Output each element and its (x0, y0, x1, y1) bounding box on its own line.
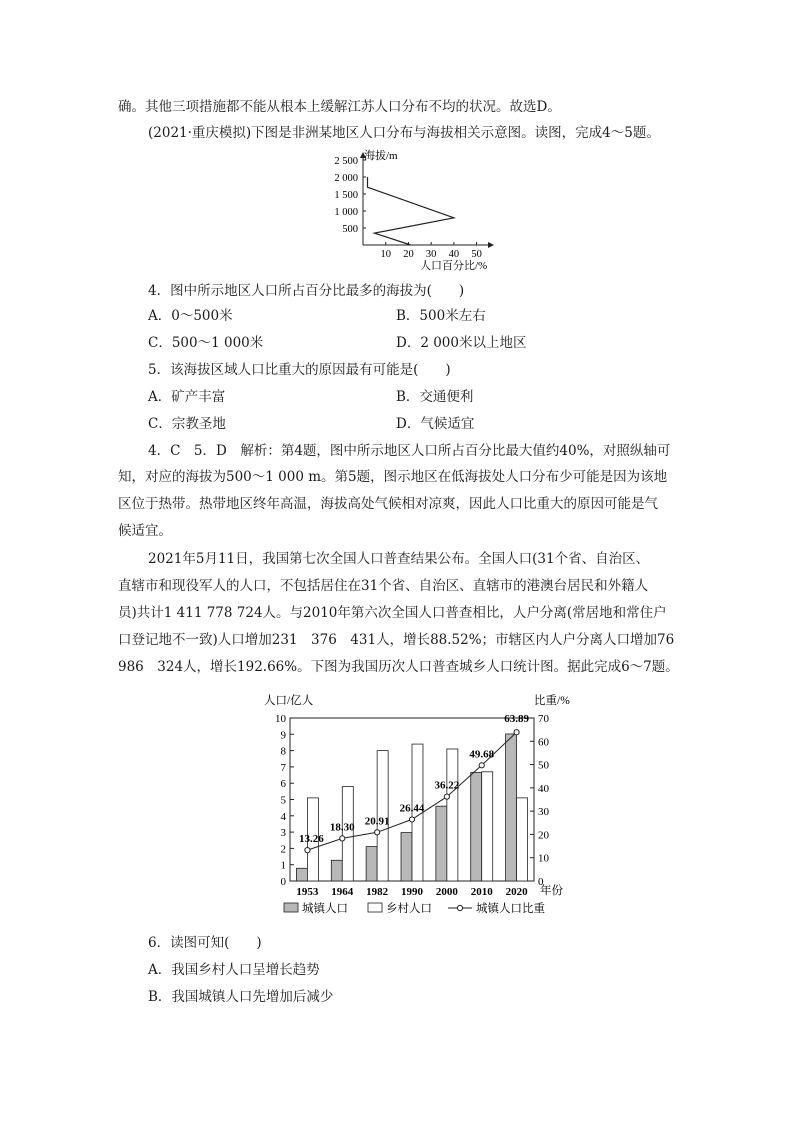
elevation-x-tick-label: 50 (471, 249, 482, 260)
rural-bar (482, 772, 493, 881)
elevation-x-label: 人口百分比/% (420, 260, 488, 272)
rural-bar (517, 798, 528, 881)
passage1-line2: (2021·重庆模拟)下图是非洲某地区人口分布与海拔相关示意图。读图，完成4～5题。 (148, 125, 660, 141)
urban-ratio-point (514, 730, 519, 735)
legend-rural-label: 乡村人口 (386, 903, 432, 915)
q4-option-c: C．500～1 000米 (148, 335, 264, 351)
population-y-tick-label: 4 (280, 810, 286, 823)
population-y-tick-label: 5 (280, 794, 286, 807)
population-y-tick-label: 7 (280, 761, 286, 774)
urban-ratio-label: 13.26 (299, 833, 324, 846)
legend-urban-swatch (284, 903, 298, 912)
urban-bar (506, 734, 517, 881)
answer45-line3: 区位于热带。热带地区终年高温，海拔高处气候相对凉爽，因此人口比重大的原因可能是气 (118, 496, 658, 512)
population-y-tick-label: 1 (280, 859, 286, 872)
population-y2-label: 比重/% (534, 695, 570, 707)
passage2-line3: 员)共计1 411 778 724人。与2010年第六次全国人口普查相比，人户分离(常居地和常住户 (118, 605, 667, 621)
q5-option-c: C．宗教圣地 (148, 416, 226, 432)
elevation-series-line (368, 177, 454, 245)
urban-ratio-point (305, 848, 310, 853)
population-y-tick-label: 6 (280, 778, 286, 791)
population-x-tick-label: 1990 (401, 886, 423, 898)
elevation-y-tick-label: 1 500 (334, 190, 358, 201)
population-y2-tick-label: 30 (538, 806, 549, 819)
population-y-tick-label: 10 (275, 713, 286, 725)
q4-option-d: D．2 000米以上地区 (396, 335, 527, 351)
population-x-tick-label: 1953 (296, 886, 319, 898)
population-y-tick-label: 9 (280, 729, 286, 742)
population-y-tick-label: 3 (280, 827, 286, 840)
population-x-tick-label: 2020 (505, 886, 528, 898)
elevation-y-label: 海拔/m (364, 150, 398, 162)
elevation-x-tick-label: 10 (380, 249, 391, 260)
rural-bar (447, 749, 458, 881)
q5-stem: 5．该海拔区域人口比重大的原因最有可能是( ) (148, 362, 451, 378)
urban-ratio-label: 20.91 (364, 815, 390, 828)
q4-option-b: B．500米左右 (396, 308, 486, 324)
population-y2-tick-label: 20 (538, 829, 549, 842)
population-y2-tick-label: 70 (538, 713, 549, 725)
q6-option-a: A．我国乡村人口呈增长趋势 (148, 962, 320, 978)
elevation-chart (318, 148, 508, 274)
answer45-line2: 知，对应的海拔为500～1 000 m。第5题，图示地区在低海拔处人口分布少可能是因为该地 (118, 469, 668, 485)
urban-bar (436, 806, 447, 881)
population-y-label: 人口/亿人 (264, 695, 314, 707)
urban-bar (401, 833, 412, 881)
answer45-line1: 4．C 5．D 解析：第4题，图中所示地区人口所占百分比最大值约40%，对照纵轴可 (148, 443, 671, 459)
urban-bar (296, 868, 307, 881)
population-y-tick-label: 8 (280, 745, 286, 758)
population-y2-tick-label: 50 (538, 759, 549, 772)
urban-ratio-label: 49.68 (469, 748, 495, 761)
population-y2-tick-label: 40 (538, 782, 549, 795)
urban-ratio-label: 36.22 (434, 779, 460, 792)
elevation-y-tick-label: 1 000 (334, 207, 358, 218)
elevation-x-tick-label: 20 (403, 249, 414, 260)
answer45-line4: 候适宜。 (118, 523, 172, 539)
population-y-tick-label: 2 (280, 843, 286, 856)
urban-ratio-point (409, 817, 414, 822)
population-legend (284, 901, 545, 915)
urban-ratio-point (479, 763, 484, 768)
elevation-x-tick-label: 40 (448, 249, 460, 260)
q5-option-b: B．交通便利 (396, 389, 474, 405)
population-x-label: 年份 (540, 885, 563, 897)
legend-rural-swatch (368, 903, 382, 912)
q4-option-a: A．0～500米 (148, 308, 233, 324)
elevation-y-tick-label: 500 (342, 224, 358, 235)
passage1-line1: 确。其他三项措施都不能从根本上缓解江苏人口分布不均的状况。故选D。 (118, 99, 561, 115)
urban-ratio-label: 63.89 (504, 713, 529, 726)
urban-ratio-label: 26.44 (399, 802, 425, 815)
population-chart (258, 690, 588, 922)
elevation-y-tick-label: 2 000 (334, 173, 358, 184)
q5-option-d: D．气候适宜 (396, 416, 475, 432)
legend-ratio-label: 城镇人口比重 (476, 903, 545, 915)
q4-stem: 4．图中所示地区人口所占百分比最多的海拔为( ) (148, 283, 465, 299)
population-y2-tick-label: 10 (538, 852, 549, 865)
elevation-x-tick-label: 30 (425, 249, 437, 260)
population-x-tick-label: 1964 (331, 886, 354, 898)
population-x-tick-label: 1982 (366, 886, 389, 898)
urban-bar (471, 772, 482, 881)
population-x-tick-label: 2000 (435, 886, 458, 898)
elevation-x-arrow (488, 242, 494, 248)
population-y-tick-label: 0 (280, 876, 286, 888)
population-x-tick-label: 2010 (470, 886, 493, 898)
urban-bar (366, 847, 377, 881)
rural-bar (342, 786, 353, 881)
urban-ratio-point (375, 830, 380, 835)
population-y2-tick-label: 60 (538, 736, 549, 749)
legend-urban-label: 城镇人口 (302, 903, 348, 915)
urban-ratio-label: 18.30 (329, 821, 355, 834)
q6-stem: 6．读图可知( ) (148, 935, 262, 951)
passage2-line4: 口登记地不一致)人口增加231 376 431人，增长88.52%；市辖区内人户分离人口增加76 (118, 632, 675, 648)
urban-ratio-point (340, 836, 345, 841)
urban-ratio-point (444, 794, 449, 799)
urban-bar (331, 860, 342, 881)
passage2-line5: 986 324人，增长192.66%。下图为我国历次人口普查城乡人口统计图。据此完成6～7题。 (118, 659, 679, 675)
elevation-y-tick-label: 2 500 (334, 156, 358, 167)
legend-ratio-marker (457, 905, 462, 910)
q6-option-b: B．我国城镇人口先增加后减少 (148, 989, 334, 1005)
passage2-line2: 直辖市和现役军人的人口，不包括居住在31个省、自治区、直辖市的港澳台居民和外籍人 (118, 578, 649, 594)
population-y2-tick-label: 0 (538, 876, 544, 888)
passage2-line1: 2021年5月11日，我国第七次全国人口普查结果公布。全国人口(31个省、自治区、 (148, 551, 650, 567)
q5-option-a: A．矿产丰富 (148, 389, 226, 405)
